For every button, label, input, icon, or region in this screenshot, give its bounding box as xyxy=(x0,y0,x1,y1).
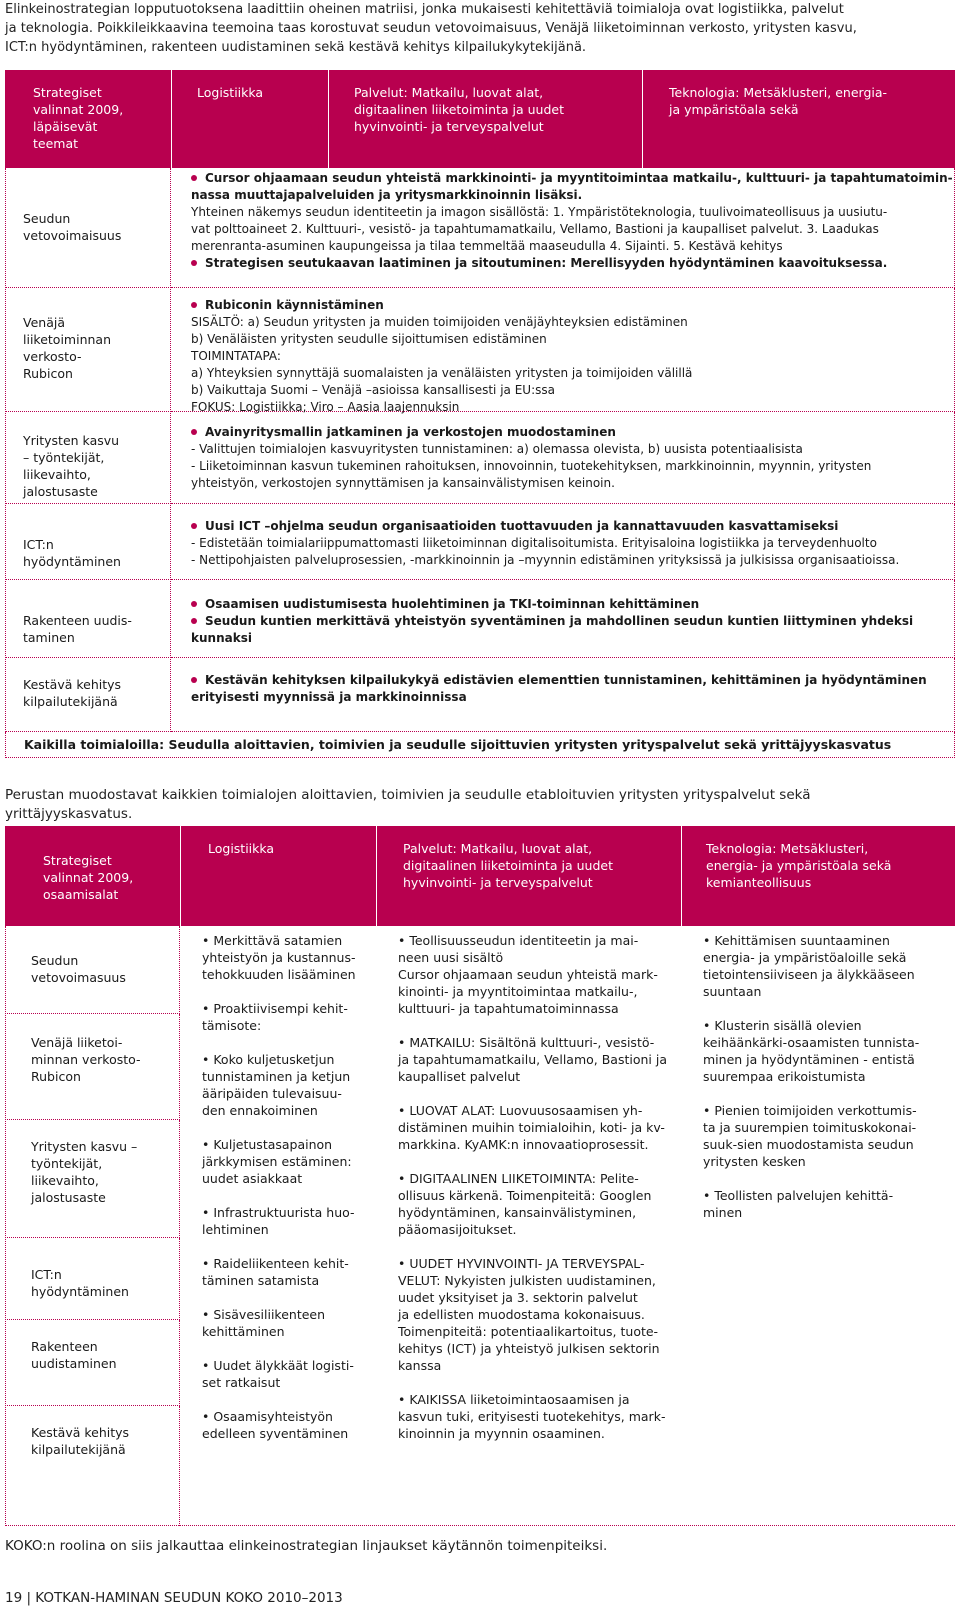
teknologia-column xyxy=(681,926,955,1238)
content-line: a) Yhteyksien synnyttäjä suomalaisten ja venäläisten yritysten ja toimijoiden välillä xyxy=(191,366,693,380)
content-line xyxy=(191,255,940,272)
item-line: yritysten kesken xyxy=(703,1154,806,1169)
content-cell xyxy=(171,168,955,288)
item-line: • Merkittävä satamien xyxy=(202,933,343,948)
list-item xyxy=(398,1391,681,1442)
bullet-icon xyxy=(191,302,197,308)
item-line: • LUOVAT ALAT: Luovuusosaamisen yh- xyxy=(398,1103,643,1118)
header-line: Logistiikka xyxy=(197,85,264,100)
header-line: energia- ja ympäristöala sekä xyxy=(706,858,892,873)
item-line: • Pienien toimijoiden verkottumis- xyxy=(703,1103,917,1118)
header-themes xyxy=(33,84,168,152)
item-line: • UUDET HYVINVOINTI- JA TERVEYSPAL- xyxy=(398,1256,645,1271)
header-line: digitaalinen liiketoiminta ja uudet xyxy=(354,102,564,117)
header-line: Palvelut: Matkailu, luovat alat, xyxy=(403,841,593,856)
theme-label: Kestävä kehitys xyxy=(31,1425,130,1440)
header-line: valinnat 2009, xyxy=(33,102,124,117)
content-cell xyxy=(171,288,955,412)
item-line: set ratkaisut xyxy=(202,1375,281,1390)
theme-cell xyxy=(5,412,171,504)
item-line: täminen satamista xyxy=(202,1273,320,1288)
theme-cell xyxy=(5,1406,180,1526)
list-item xyxy=(202,1136,376,1187)
header-line: läpäisevät xyxy=(33,119,98,134)
bullet-icon xyxy=(191,618,197,624)
theme-label: kilpailutekijänä xyxy=(31,1442,126,1457)
header-divider xyxy=(328,70,329,168)
theme-label: Rakenteen xyxy=(31,1339,98,1354)
header-line: hyvinvointi- ja terveyspalvelut xyxy=(354,119,544,134)
logistiikka-column xyxy=(180,926,376,1459)
content-line: TOIMINTATAPA: xyxy=(191,349,281,363)
intro-line: ja teknologia. Poikkileikkaavina teemoina taas korostuvat seudun vetovoimaisuus, Venäjä liiketoiminnan verkosto, yritysten kasvu, xyxy=(5,21,857,36)
theme-label: jalostusaste xyxy=(31,1190,106,1205)
content-line: SISÄLTÖ: a) Seudun yritysten ja muiden toimijoiden venäjäyhteyksien edistäminen xyxy=(191,315,688,329)
item-line: tunnistaminen ja ketjun xyxy=(202,1069,351,1084)
intro-line: ICT:n hyödyntäminen, rakenteen uudistaminen sekä kestävä kehitys kilpailukykytekijänä. xyxy=(5,40,587,55)
theme-cell xyxy=(5,1238,180,1320)
item-line: • Uudet älykkäät logisti- xyxy=(202,1358,354,1373)
content-line xyxy=(191,424,940,441)
content-cell xyxy=(171,412,955,504)
content-line: vat polttoaineet 2. Kulttuuri-, vesistö- ja tapahtumamatkailu, Vellamo, Bastioni ja kaupalliset palvelut. 3. Laadukas xyxy=(191,222,879,236)
theme-label: Yritysten kasvu – xyxy=(31,1139,138,1154)
content-line: Yhteinen näkemys seudun identiteetin ja imagon sisällöstä: 1. Ympäristöteknologia, tuulivoimateollisuus ja uusiutu- xyxy=(191,205,888,219)
paragraph-line: Perustan muodostavat kaikkien toimialojen aloittavien, toimivien ja seudulle etabloituvien yritysten yrityspalvelut sekä xyxy=(5,787,811,803)
item-line: suuk-sien muodostamista seudun xyxy=(703,1137,914,1152)
intro-paragraph xyxy=(5,0,955,57)
content-text: Avainyritysmallin jatkaminen ja verkostojen muodostaminen xyxy=(205,425,616,439)
header-divider xyxy=(642,70,643,168)
item-line: kasvun tuki, erityisesti tuotekehitys, mark- xyxy=(398,1409,666,1424)
table-footer-row: Kaikilla toimialoilla: Seudulla aloittavien, toimivien ja seudulle sijoittuvien yritysten yrityspalvelut sekä yrittäjyyskasvatus xyxy=(5,732,955,758)
item-line: hyödyntäminen, kansainvälistyminen, xyxy=(398,1205,637,1220)
content-line: - Valittujen toimialojen kasvuyritysten tunnistaminen: a) olemassa olevista, b) uusista potentiaalisista xyxy=(191,442,803,456)
theme-label: Rubicon xyxy=(31,1069,81,1084)
header-line: Strategiset xyxy=(43,853,112,868)
header-line: valinnat 2009, xyxy=(43,870,134,885)
theme-cell xyxy=(5,926,180,1014)
item-line: • Proaktiivisempi kehit- xyxy=(202,1001,348,1016)
content-text: Rubiconin käynnistäminen xyxy=(205,298,384,312)
table-header-row xyxy=(5,826,955,926)
content-line: b) Vaikuttaja Suomi – Venäjä –asioissa kansallisesti ja EU:ssa xyxy=(191,383,555,397)
item-line: Cursor ohjaamaan seudun yhteistä mark- xyxy=(398,967,658,982)
item-line: järkkymisen estäminen: xyxy=(202,1154,352,1169)
theme-cell xyxy=(5,504,171,580)
theme-label: verkosto- xyxy=(23,349,82,364)
header-line: Palvelut: Matkailu, luovat alat, xyxy=(354,85,544,100)
header-divider xyxy=(681,826,682,926)
content-line: b) Venäläisten yritysten seudulle sijoittumisen edistäminen xyxy=(191,332,547,346)
theme-label: Yritysten kasvu xyxy=(23,433,120,448)
item-line: kehittäminen xyxy=(202,1324,285,1339)
content-line: - Nettipohjaisten palveluprosessien, -markkinoinnin ja –myynnin edistäminen yrityksissä ja julkisissa organisaatioissa. xyxy=(191,553,900,567)
list-item xyxy=(202,1306,376,1340)
header-palvelut xyxy=(403,840,683,891)
theme-label: Kestävä kehitys xyxy=(23,677,122,692)
header-divider xyxy=(171,70,172,168)
theme-label: liikevaihto, xyxy=(23,467,91,482)
item-line: • Koko kuljetusketjun xyxy=(202,1052,335,1067)
intro-line: Elinkeinostrategian lopputuotoksena laadittiin oheinen matriisi, jonka mukaisesti kehitettäviä toimialoja ovat logistiikka, palvelut xyxy=(5,2,844,17)
item-line: • Sisävesiliikenteen xyxy=(202,1307,326,1322)
header-palvelut xyxy=(354,84,634,135)
content-line: - Edistetään toimialariippumattomasti liiketoiminnan digitalisoitumista. Erityisaloina logistiikka ja terveydenhuolto xyxy=(191,536,877,550)
item-line: kanssa xyxy=(398,1358,442,1373)
content-text: Cursor ohjaamaan seudun yhteistä markkinointi- ja myyntitoimintaa matkailu-, kulttuuri- ja tapahtumatoimin- xyxy=(205,171,953,185)
list-item xyxy=(398,1255,681,1374)
item-line: ta ja suurempien toimituskokonai- xyxy=(703,1120,917,1135)
theme-label: Rakenteen uudis- xyxy=(23,613,132,628)
item-line: edelleen syventäminen xyxy=(202,1426,349,1441)
paragraph-line: yrittäjyyskasvatus. xyxy=(5,806,133,822)
item-line: • Osaamisyhteistyön xyxy=(202,1409,333,1424)
bullet-icon xyxy=(191,523,197,529)
table-header-row xyxy=(5,70,955,168)
item-line: ääripäiden tulevaisuu- xyxy=(202,1086,342,1101)
header-line: kemianteollisuus xyxy=(706,875,812,890)
list-item xyxy=(398,1102,681,1153)
header-line: hyvinvointi- ja terveyspalvelut xyxy=(403,875,593,890)
theme-label: ICT:n xyxy=(31,1267,62,1282)
item-line: • KAIKISSA liiketoimintaosaamisen ja xyxy=(398,1392,630,1407)
content-line: erityisesti myynnissä ja markkinoinnissa xyxy=(191,690,467,704)
header-line: teemat xyxy=(33,136,79,151)
item-line: • DIGITAALINEN LIIKETOIMINTA: Pelite- xyxy=(398,1171,639,1186)
table-bottom-border xyxy=(5,1525,955,1526)
theme-label: liikevaihto, xyxy=(31,1173,99,1188)
theme-label: jalostusaste xyxy=(23,484,98,499)
content-line xyxy=(191,672,940,689)
theme-cell xyxy=(5,168,171,288)
content-line: merenranta-asuminen kaupungeissa ja tilaa temmeltää maaseudulla 4. Sijainti. 5. Kestävä kehitys xyxy=(191,239,783,253)
content-line: - Liiketoiminnan kasvun tukeminen rahoituksen, innovoinnin, tuotekehityksen, markkinoinnin, myynnin, yritysten xyxy=(191,459,872,473)
bullet-icon xyxy=(191,677,197,683)
theme-label: Seudun xyxy=(23,211,71,226)
item-line: kulttuuri- ja tapahtumatoiminnassa xyxy=(398,1001,619,1016)
content-text: Osaamisen uudistumisesta huolehtiminen ja TKI-toiminnan kehittäminen xyxy=(205,597,700,611)
theme-label: vetovoimaisuus xyxy=(23,228,122,243)
item-line: Toimenpiteitä: potentiaalikartoitus, tuote- xyxy=(398,1324,659,1339)
item-line: minen ja hyödyntäminen - entistä xyxy=(703,1052,915,1067)
header-line: ja ympäristöala sekä xyxy=(669,102,799,117)
list-item xyxy=(398,932,681,1017)
item-line: kinointi- ja myyntitoimintaa matkailu-, xyxy=(398,984,638,999)
theme-label: kilpailutekijänä xyxy=(23,694,118,709)
item-line: • Raideliikenteen kehit- xyxy=(202,1256,349,1271)
theme-label: Venäjä liiketoi- xyxy=(31,1035,123,1050)
content-line xyxy=(191,518,940,535)
theme-label: työntekijät, xyxy=(31,1156,103,1171)
theme-label: hyödyntäminen xyxy=(23,554,121,569)
header-line: osaamisalat xyxy=(43,887,119,902)
item-line: VELUT: Nykyisten julkisten uudistaminen, xyxy=(398,1273,656,1288)
item-line: • Teollisuusseudun identiteetin ja mai- xyxy=(398,933,639,948)
item-line: energia- ja ympäristöaloille sekä xyxy=(703,950,907,965)
header-line: Logistiikka xyxy=(208,841,275,856)
bullet-icon xyxy=(191,429,197,435)
item-line: uudet yksityiset ja 3. sektorin palvelut xyxy=(398,1290,638,1305)
theme-cell xyxy=(5,658,171,732)
list-item xyxy=(202,1204,376,1238)
content-line: yhteistyön, verkostojen synnyttämisen ja kansainvälistymisen keinoin. xyxy=(191,476,615,490)
header-logistiikka xyxy=(208,840,358,857)
item-line: pääomasijoitukset. xyxy=(398,1222,517,1237)
content-text: Kestävän kehityksen kilpailukykyä edistävien elementtien tunnistaminen, kehittäminen ja hyödyntäminen xyxy=(205,673,927,687)
content-line: FOKUS: Logistiikka; Viro – Aasia laajennuksin xyxy=(191,400,460,414)
list-item xyxy=(202,1255,376,1289)
item-line: den ennakoiminen xyxy=(202,1103,318,1118)
item-line: ja tapahtumamatkailu, Vellamo, Bastioni ja xyxy=(398,1052,667,1067)
theme-cell xyxy=(5,1014,180,1120)
header-line: Teknologia: Metsäklusteri, xyxy=(706,841,869,856)
item-line: • Kuljetustasapainon xyxy=(202,1137,333,1152)
theme-label: vetovoimasuus xyxy=(31,970,126,985)
content-text: Uusi ICT –ohjelma seudun organisaatioiden tuottavuuden ja kannattavuuden kasvattamiseksi xyxy=(205,519,839,533)
item-line: tietointensiiviseen ja älykkääseen xyxy=(703,967,915,982)
bullet-icon xyxy=(191,260,197,266)
item-line: markkina. KyAMK:n innovaatioprosessit. xyxy=(398,1137,649,1152)
strategy-matrix-table xyxy=(5,70,955,774)
page-footer: 19 | KOTKAN-HAMINAN SEUDUN KOKO 2010–2013 xyxy=(5,1590,343,1606)
item-line: minen xyxy=(703,1205,743,1220)
header-line: Teknologia: Metsäklusteri, energia- xyxy=(669,85,888,100)
closing-paragraph: KOKO:n roolina on siis jalkauttaa elinkeinostrategian linjaukset käytännön toimenpiteiksi. xyxy=(5,1538,608,1554)
theme-label: minnan verkosto- xyxy=(31,1052,141,1067)
content-cell xyxy=(171,658,955,732)
item-line: kaupalliset palvelut xyxy=(398,1069,521,1084)
header-line: digitaalinen liiketoiminta ja uudet xyxy=(403,858,613,873)
item-line: neen uusi sisältö xyxy=(398,950,504,965)
content-cell xyxy=(171,504,955,580)
list-item xyxy=(703,1102,955,1170)
item-line: distäminen muihin toimialoihin, koti- ja kv- xyxy=(398,1120,665,1135)
theme-label: ICT:n xyxy=(23,537,54,552)
list-item xyxy=(398,1034,681,1085)
list-item xyxy=(703,1187,955,1221)
theme-cell xyxy=(5,1120,180,1238)
theme-label: hyödyntäminen xyxy=(31,1284,129,1299)
item-line: keihäänkärki-osaamisten tunnista- xyxy=(703,1035,920,1050)
header-themes xyxy=(43,852,178,903)
header-teknologia xyxy=(669,84,949,118)
bullet-icon xyxy=(191,601,197,607)
item-line: • Klusterin sisällä olevien xyxy=(703,1018,862,1033)
header-divider xyxy=(376,826,377,926)
theme-label: liiketoiminnan xyxy=(23,332,112,347)
content-line xyxy=(191,170,953,187)
content-line: kunnaksi xyxy=(191,631,252,645)
item-line: • Infrastruktuurista huo- xyxy=(202,1205,355,1220)
list-item xyxy=(398,1170,681,1238)
list-item xyxy=(703,1017,955,1085)
item-line: ollisuus kärkenä. Toimenpiteitä: Googlen xyxy=(398,1188,652,1203)
content-text: Strategisen seutukaavan laatiminen ja sitoutuminen: Merellisyyden hyödyntäminen kaavoituksessa. xyxy=(205,256,888,270)
theme-label: Rubicon xyxy=(23,366,73,381)
item-line: lehtiminen xyxy=(202,1222,269,1237)
item-line: suurempaa erikoistumista xyxy=(703,1069,866,1084)
list-item xyxy=(703,932,955,1000)
list-item xyxy=(202,1357,376,1391)
palvelut-column xyxy=(376,926,681,1459)
list-item xyxy=(202,932,376,983)
content-line xyxy=(191,297,940,314)
header-divider xyxy=(180,826,181,926)
list-item xyxy=(202,1000,376,1034)
item-line: tämisote: xyxy=(202,1018,262,1033)
item-line: yhteistyön ja kustannus- xyxy=(202,950,356,965)
theme-label: Seudun xyxy=(31,953,79,968)
list-item xyxy=(202,1051,376,1119)
theme-label: Venäjä xyxy=(23,315,65,330)
item-line: • Teollisten palvelujen kehittä- xyxy=(703,1188,894,1203)
content-line xyxy=(191,596,940,613)
item-line: • Kehittämisen suuntaaminen xyxy=(703,933,890,948)
between-paragraph xyxy=(5,786,955,824)
list-item xyxy=(202,1408,376,1442)
header-logistiikka xyxy=(197,84,347,101)
theme-cell xyxy=(5,580,171,658)
competence-matrix-table xyxy=(5,826,955,1526)
theme-label: – työntekijät, xyxy=(23,450,105,465)
item-line: • MATKAILU: Sisältönä kulttuuri-, vesistö- xyxy=(398,1035,655,1050)
theme-label: taminen xyxy=(23,630,75,645)
content-text: Seudun kuntien merkittävä yhteistyön syventäminen ja mahdollinen seudun kuntien liittyminen yhdeksi xyxy=(205,614,914,628)
header-line: Strategiset xyxy=(33,85,102,100)
content-cell xyxy=(171,580,955,658)
theme-cell xyxy=(5,1320,180,1406)
theme-label: uudistaminen xyxy=(31,1356,117,1371)
content-line: nassa muuttajapalveluiden ja yritysmarkkinoinnin lisäksi. xyxy=(191,188,583,202)
item-line: kinoinnin ja myynnin osaaminen. xyxy=(398,1426,605,1441)
bullet-icon xyxy=(191,175,197,181)
header-teknologia xyxy=(706,840,946,891)
content-line xyxy=(191,613,940,630)
item-line: ja edellisten muodostama kokonaisuus. xyxy=(398,1307,645,1322)
theme-cell xyxy=(5,288,171,412)
item-line: tehokkuuden lisääminen xyxy=(202,967,356,982)
item-line: uudet asiakkaat xyxy=(202,1171,303,1186)
item-line: kehitys (ICT) ja yhteistyö julkisen sektorin xyxy=(398,1341,660,1356)
item-line: suuntaan xyxy=(703,984,762,999)
